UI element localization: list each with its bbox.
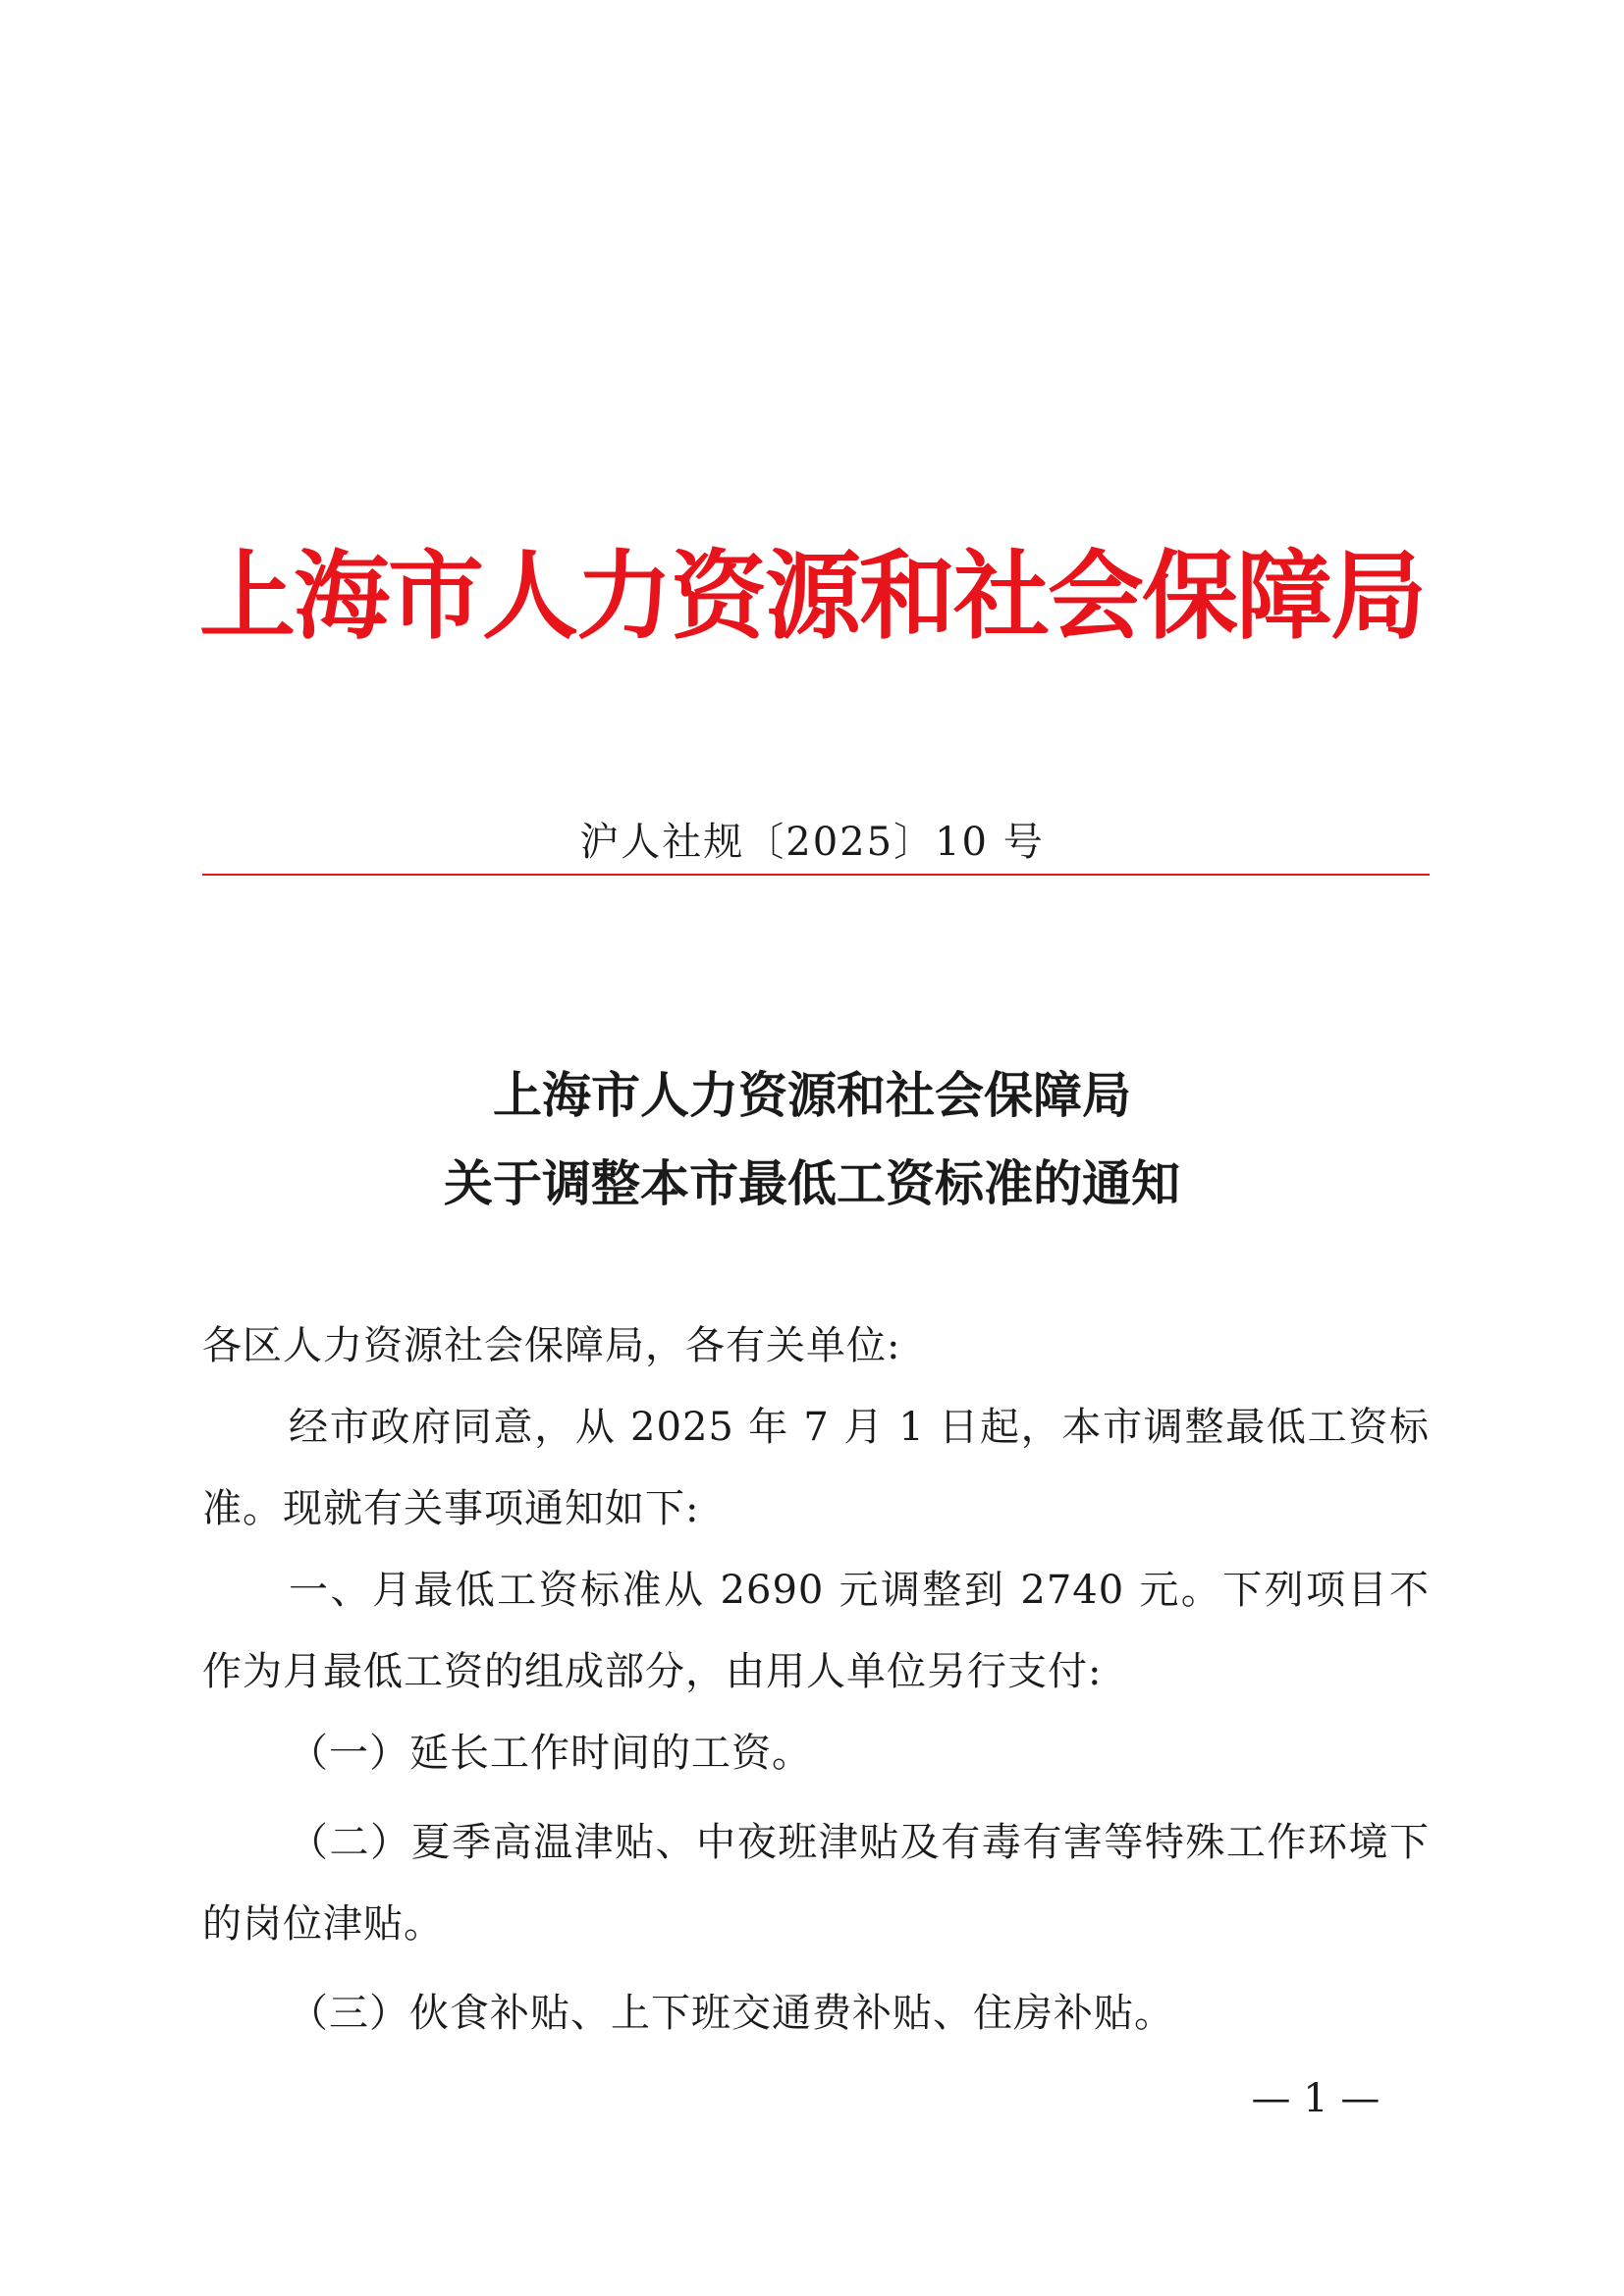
sub-item-3: （三）伙食补贴、上下班交通费补贴、住房补贴。	[289, 1991, 1174, 2036]
intro-paragraph: 经市政府同意，从 2025 年 7 月 1 日起，本市调整最低工资标准。现就有关事项通知如下:	[202, 1405, 1430, 1531]
title-line-1: 上海市人力资源和社会保障局	[493, 1066, 1131, 1124]
item-1-paragraph: 一、月最低工资标准从 2690 元调整到 2740 元。下列项目不作为月最低工资的组成部分，由用人单位另行支付:	[202, 1568, 1430, 1694]
sub-item-2: （二）夏季高温津贴、中夜班津贴及有毒有害等特殊工作环境下的岗位津贴。	[202, 1820, 1430, 1947]
title-line-2: 关于调整本市最低工资标准的通知	[444, 1154, 1180, 1212]
red-separator-line	[202, 874, 1430, 876]
sub-item-1: （一）延长工作时间的工资。	[289, 1731, 812, 1776]
salutation: 各区人力资源社会保障局，各有关单位:	[202, 1323, 901, 1368]
masthead-organization: 上海市人力资源和社会保障局	[198, 540, 1425, 653]
document-number: 沪人社规〔2025〕10 号	[579, 820, 1045, 865]
page-number: — 1 —	[1251, 2076, 1380, 2121]
document-body	[202, 1306, 1430, 2055]
